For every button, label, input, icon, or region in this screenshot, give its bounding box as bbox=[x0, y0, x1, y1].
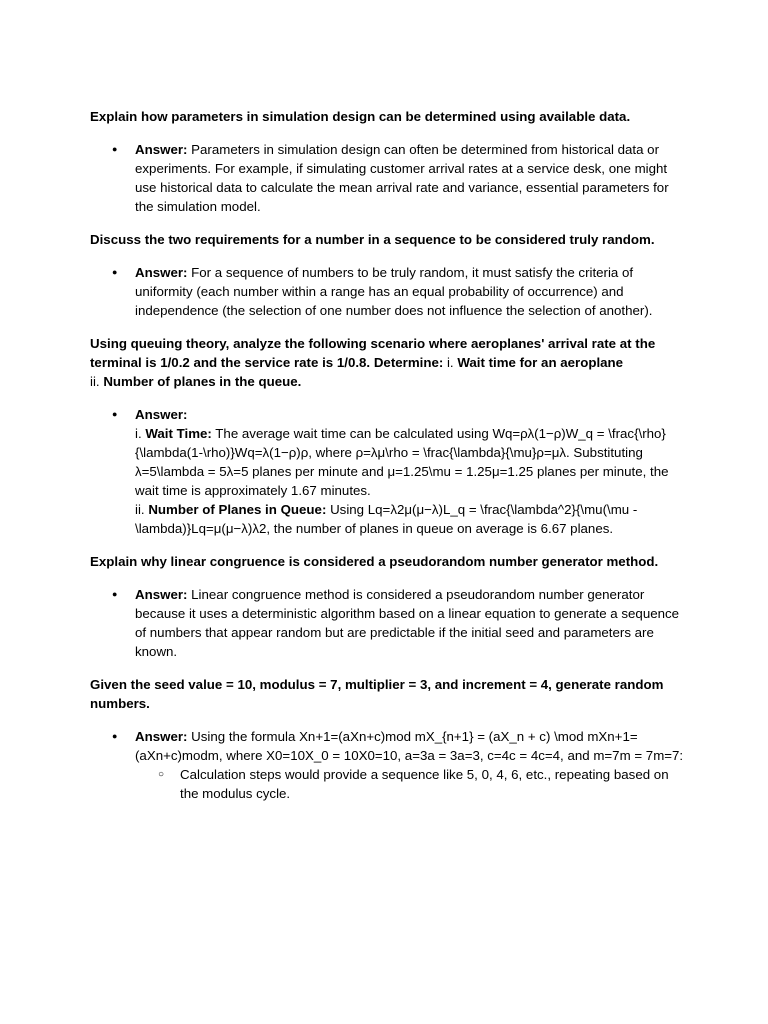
answer-item bbox=[90, 263, 690, 320]
document-page bbox=[90, 107, 690, 817]
answer-label: Answer: bbox=[135, 587, 188, 602]
answer-text: Parameters in simulation design can often be determined from historical data or experiments. For example, if simulating customer arrival rates at a service desk, one might use historical data to calculate the mean arrival rate and variance, essential parameters for the simulation model. bbox=[135, 142, 669, 214]
answer-list bbox=[90, 140, 690, 216]
nested-list-item: ○ Calculation steps would provide a sequence like 5, 0, 4, 6, etc., repeating based on the modulus cycle. bbox=[135, 765, 690, 803]
answer-subitem-wait-time bbox=[135, 424, 690, 500]
answer-item bbox=[90, 585, 690, 661]
answer-subitem-queue-length bbox=[135, 500, 690, 538]
question-heading: Explain how parameters in simulation design can be determined using available data. bbox=[90, 109, 631, 124]
question-heading: Given the seed value = 10, modulus = 7, multiplier = 3, and increment = 4, generate random numbers. bbox=[90, 677, 664, 711]
question-heading: Discuss the two requirements for a number in a sequence to be considered truly random. bbox=[90, 232, 655, 247]
subitem-text: Using Lq=λ2μ(μ−λ)L_q = \frac{\lambda^2}{\mu(\mu - \lambda)}Lq=μ(μ−λ)λ2, the number of planes in queue on average is 6.67 planes. bbox=[135, 502, 638, 536]
answer-item bbox=[90, 727, 690, 803]
subitem-prefix: i. bbox=[135, 426, 146, 441]
question-text: Using queuing theory, analyze the following scenario where aeroplanes' arrival rate at the terminal is 1/0.2 and the service rate is 1/0.8. Determine: bbox=[90, 336, 656, 370]
nested-list bbox=[135, 765, 690, 803]
answer-text: Using the formula Xn+1=(aXn+c)mod mX_{n+1} = (aX_n + c) \mod mXn+1=(aXn+c)modm, where X0=10X_0 = 10X0=10, a=3a = 3a=3, c=4c = 4c=4, and m=7m = 7m=7: bbox=[135, 729, 684, 763]
answer-label: Answer: bbox=[135, 142, 188, 157]
answer-list bbox=[90, 405, 690, 538]
answer-label: ● Answer: bbox=[135, 407, 188, 422]
question-enum-i: i. bbox=[443, 355, 458, 370]
answer-text: For a sequence of numbers to be truly random, it must satisfy the criteria of uniformity (each number within a range has an equal probability of occurrence) and independence (the selection of one number does not influence the selection of another). bbox=[135, 265, 653, 318]
answer-list bbox=[90, 585, 690, 661]
subitem-text: The average wait time can be calculated using Wq=ρλ(1−ρ)W_q = \frac{\rho}{\lambda(1-\rho)}Wq=λ(1−ρ)ρ, where ρ=λμ\rho = \frac{\lambda}{\mu}ρ=μλ. Substituting λ=5\lambda = 5λ=5 planes per minute and μ=1.25\mu = 1.25μ=1.25 planes per minute, the wait time is approximately 1.67 minutes. bbox=[135, 426, 669, 498]
answer-label: Answer: bbox=[135, 265, 188, 280]
answer-label: Answer: bbox=[135, 729, 188, 744]
answer-list bbox=[90, 263, 690, 320]
subitem-label: Number of Planes in Queue: bbox=[148, 502, 327, 517]
answer-text: Linear congruence method is considered a pseudorandom number generator because it uses a deterministic algorithm based on a linear equation to generate a sequence of numbers that appear random but are predictable if the initial seed and parameters are known. bbox=[135, 587, 680, 659]
answer-item bbox=[90, 140, 690, 216]
question-part-ii: Number of planes in the queue. bbox=[103, 374, 302, 389]
question-part-i: Wait time for an aeroplane bbox=[457, 355, 624, 370]
subitem-label: Wait Time: bbox=[145, 426, 212, 441]
question-enum-ii: ii. bbox=[90, 374, 104, 389]
answer-item bbox=[90, 405, 690, 538]
question-heading bbox=[90, 334, 690, 391]
subitem-prefix: ii. bbox=[135, 502, 149, 517]
question-heading: Explain why linear congruence is considered a pseudorandom number generator method. bbox=[90, 554, 659, 569]
answer-list bbox=[90, 727, 690, 803]
